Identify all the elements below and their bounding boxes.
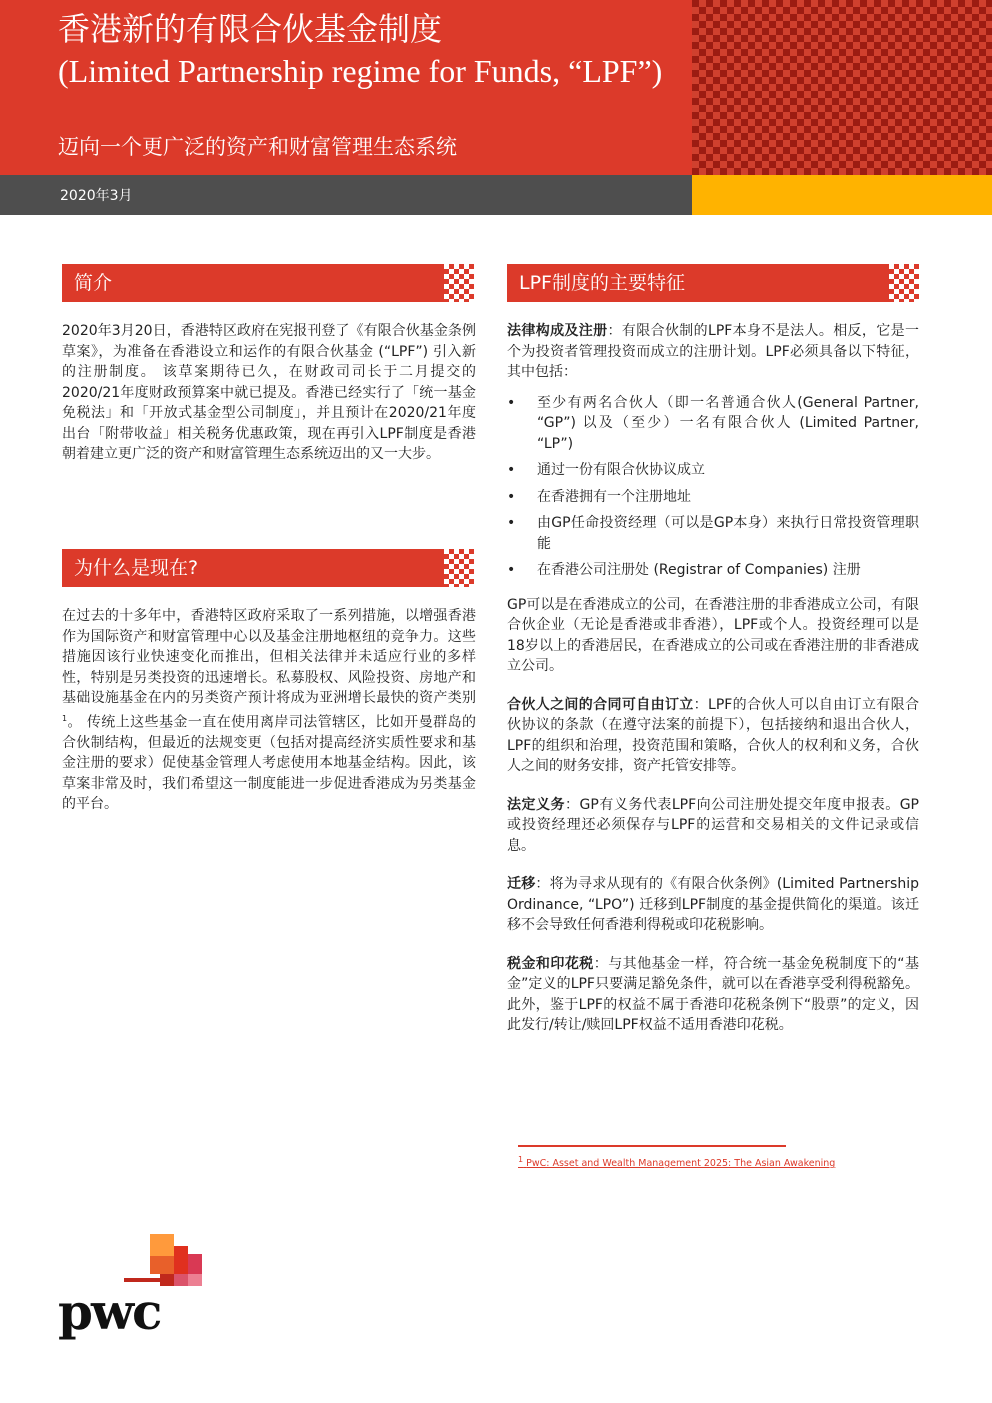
footnote-ref[interactable]: 1	[62, 713, 68, 723]
title-english: (Limited Partnership regime for Funds, “LPF”)	[58, 53, 663, 89]
migration-label: 迁移	[507, 876, 536, 892]
pwc-wordmark: pwc	[58, 1282, 161, 1341]
tax-text: ：与其他基金一样，符合统一基金免税制度下的“基金”定义的LPF只要满足豁免条件，就可以在香港享受利得税豁免。 此外，鉴于LPF的权益不属于香港印花税条例下“股票”的定义，因此发行/转让/赎回LPF权益不适用香港印花税。	[507, 955, 919, 1033]
footnote-link[interactable]	[518, 1155, 835, 1169]
document-subtitle: 迈向一个更广泛的资产和财富管理生态系统	[58, 135, 457, 159]
bullet-text: 至少有两名合伙人（即一名普通合伙人(General Partner, “GP”) 以及（至少）一名有限合伙人 (Limited Partner, “LP”)	[537, 394, 919, 452]
bullet-text: 由GP任命投资经理（可以是GP本身）来执行日常投资管理职能	[537, 515, 919, 552]
contract-text: ：LPF的合伙人可以自由订立有限合伙协议的条款（在遵守法案的前提下），包括接纳和退出合伙人，LPF的组织和治理，投资范围和策略，合伙人的权利和义务，合伙人之间的财务安排，资产托管安排等。	[507, 696, 919, 774]
list-item	[507, 487, 919, 508]
bullet-icon: •	[507, 488, 516, 505]
section-pattern	[444, 264, 474, 302]
list-item	[507, 513, 919, 554]
footnote-number: 1	[518, 1155, 524, 1164]
section-title-intro: 简介	[74, 272, 113, 294]
footnote-text: PwC: Asset and Wealth Management 2025: The Asian Awakening	[526, 1158, 836, 1170]
contract-paragraph	[507, 695, 919, 777]
feature-bullet-list	[507, 393, 919, 581]
statutory-text: ：GP有义务代表LPF向公司注册处提交年度申报表。GP或投资经理还必须保存与LPF的运营和交易相关的文件记录或信息。	[507, 796, 919, 854]
statutory-label: 法定义务	[507, 796, 566, 813]
migration-paragraph	[507, 874, 919, 936]
list-item	[507, 460, 919, 481]
section-header-intro	[62, 264, 474, 302]
tax-label: 税金和印花税	[507, 955, 594, 972]
bullet-icon: •	[507, 394, 516, 411]
header-checker-pattern	[692, 0, 992, 175]
section-title-features: LPF制度的主要特征	[519, 272, 685, 294]
features-body	[507, 321, 919, 1036]
why-now-text-part1: 在过去的十多年中，香港特区政府采取了一系列措施，以增强香港作为国际资产和财富管理中心以及基金注册地枢纽的竞争力。这些措施因该行业快速变化而推出，但相关法律并未适应行业的多样性，特别是另类投资的迅速增长。私募股权、风险投资、房地产和基础设施基金在内的另类资产预计将成为亚洲增长最快的资产类别	[62, 608, 476, 706]
bullet-text: 通过一份有限合伙协议成立	[537, 462, 705, 478]
footnote-divider	[518, 1145, 786, 1147]
why-now-text-part2: 。 传统上这些基金一直在使用离岸司法管辖区，比如开曼群岛的合伙制结构，但最近的法规变更（包括对提高经济实质性要求和基金注册的要求）促使基金管理人考虑使用本地基金结构。因此，该草案非常及时，我们希望这一制度能进一步促进香港成为另类基金的平台。	[62, 714, 476, 813]
contract-label: 合伙人之间的合同可自由订立	[507, 696, 694, 713]
section-pattern	[444, 549, 474, 587]
legal-text: ：有限合伙制的LPF本身不是法人。相反，它是一个为投资者管理投资而成立的注册计划。LPF必须具备以下特征，其中包括：	[507, 323, 919, 380]
list-item	[507, 560, 919, 581]
bullet-icon: •	[507, 462, 516, 478]
section-header-features	[507, 264, 919, 302]
bullet-icon: •	[507, 515, 516, 531]
legal-label: 法律构成及注册	[507, 323, 608, 339]
document-title	[58, 8, 688, 92]
accent-band	[692, 175, 992, 215]
pwc-logo-mark	[124, 1234, 204, 1286]
tax-paragraph	[507, 954, 919, 1036]
legal-paragraph	[507, 321, 919, 383]
gp-paragraph: GP可以是在香港成立的公司，在香港注册的非香港成立公司，有限合伙企业（无论是香港或非香港），LPF或个人。投资经理可以是18岁以上的香港居民，在香港成立的公司或在香港注册的非香港成立公司。	[507, 596, 919, 674]
section-header-why-now	[62, 549, 474, 587]
statutory-paragraph	[507, 795, 919, 857]
title-chinese: 香港新的有限合伙基金制度	[58, 11, 443, 47]
list-item	[507, 393, 919, 455]
bullet-text: 在香港拥有一个注册地址	[537, 488, 691, 505]
why-now-text	[62, 606, 476, 815]
migration-text: ：将为寻求从现有的《有限合伙条例》(Limited Partnership Ordinance, “LPO”) 迁移到LPF制度的基金提供简化的渠道。该迁移不会导致任何香港利得税或印花税影响。	[507, 876, 919, 933]
bullet-icon: •	[507, 562, 516, 578]
intro-text: 2020年3月20日，香港特区政府在宪报刊登了《有限合伙基金条例草案》，为准备在香港设立和运作的有限合伙基金 (“LPF”) 引入新的注册制度。 该草案期待已久，在财政司司长于二月提交的2020/21年度财政预算案中就已提及。香港已经实行了「统一基金免税法」和「开放式基金型公司制度」，并且预计在2020/21年度出台「附带收益」相关税务优惠政策，现在再引入LPF制度是香港朝着建立更广泛的资产和财富管理生态系统迈出的又一大步。	[62, 323, 476, 462]
section-pattern	[889, 264, 919, 302]
section-title-why-now: 为什么是现在?	[74, 557, 199, 579]
bullet-text: 在香港公司注册处 (Registrar of Companies) 注册	[537, 562, 861, 578]
publication-date: 2020年3月	[60, 188, 133, 204]
